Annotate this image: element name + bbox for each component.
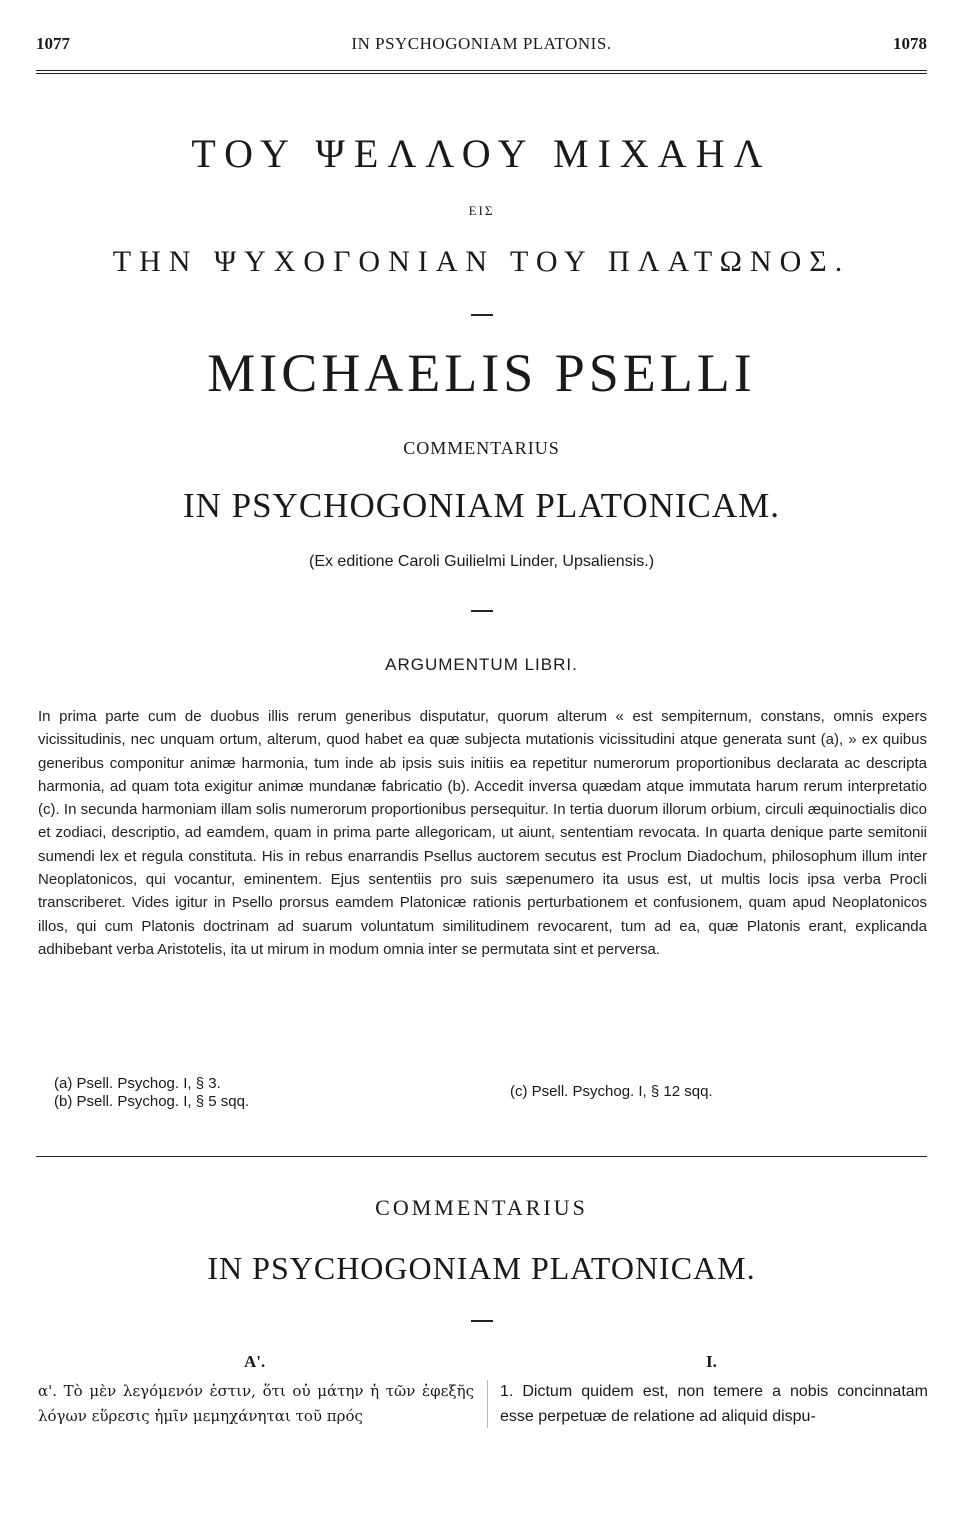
edition-note: (Ex editione Caroli Guilielmi Linder, Upsaliensis.) (308, 553, 655, 570)
greek-subtitle: ΤΗΝ ΨΥΧΟΓΟΝΙΑΝ ΤΟΥ ΠΛΑΤΩΝΟΣ. (112, 245, 851, 278)
section-rule (36, 1156, 927, 1157)
left-page-number: 1077 (36, 34, 70, 53)
latin-column-text: 1. Dictum quidem est, non temere a nobis concinnatam esse perpetuæ de relatione ad aliquid dispu- (500, 1383, 928, 1425)
argumentum-heading: ARGUMENTUM LIBRI. (385, 655, 578, 674)
argumentum-text: In prima parte cum de duobus illis rerum generibus disputatur, quorum alterum « est sempiternum, constans, omnis expers vicissitudinis, nec unquam ortum, alterum, quod habet ea quæ subjecta mutationis vicissitudini atque generata sunt (a), » ex quibus generibus componitur animæ harmonia, tum inde ab ipsis suis initiis ea repetitur numerorum proportionibus declarata ac descripta harmonia, ad quam tota exigitur animæ mundanæ fabricatio (b). Accedit inversa quædam atque immutata harum rerum interpretatio (c). In secunda harmoniam illam solis numerorum proportionibus persequitur. In tertia duorum illorum orbium, circuli æquinoctialis dico et zodiaci, descriptio, ad eamdem, quam in prima parte allegoricam, ut aiunt, sententiam revocata. In quarta denique parte semitonii sumendi lex et regula constituta. His in rebus enarrandis Psellus auctorem secutus est Proclum Diadochum, philosophum illum inter Neoplatonicos, qui vocantur, eminentem. Ejus sententiis pro suis sæpenumero ita usus est, ut multis locis ipsa verba Procli transcriberet. Vides igitur in Psello prorsus eamdem Platonicæ rationis perturbationem et confusionem, quam apud Neoplatonicos illos, qui cum Platonis doctrinam ad suarum voluntatum similitudinem revocarent, tum ad ea, quæ Platonis erant, explicanda adhibebant verba Aristotelis, ita ut mirum in modum omnia inter se permutata sint et perversa. (38, 708, 927, 958)
column-divider (487, 1380, 488, 1428)
latin-title: MICHAELIS PSELLI (207, 343, 756, 403)
footnote-c: (c) Psell. Psychog. I, § 12 sqq. (510, 1083, 713, 1100)
footnote-b: (b) Psell. Psychog. I, § 5 sqq. (54, 1093, 250, 1110)
in-psychogoniam-heading: IN PSYCHOGONIAM PLATONICAM. (182, 486, 781, 525)
footnote-a: (a) Psell. Psychog. I, § 3. (54, 1075, 221, 1092)
commentarius-heading: COMMENTARIUS (403, 438, 560, 458)
running-title: IN PSYCHOGONIAM PLATONIS. (351, 34, 612, 53)
ornamental-dash (471, 314, 493, 316)
footnotes-left (54, 1075, 249, 1111)
greek-column-text: α'. Τὸ μὲν λεγόμενόν ἐστιν, ὅτι οὐ μάτην ἡ τῶν ἐφεξῆς λόγων εὕρεσις ἡμῖν μεμηχάνηται τοῦ πρός (38, 1382, 474, 1425)
right-page-number: 1078 (893, 34, 927, 53)
ornamental-dash-2 (471, 610, 493, 612)
in-psychogoniam-heading-2: IN PSYCHOGONIAM PLATONICAM. (207, 1250, 756, 1286)
ornamental-dash-3 (471, 1320, 493, 1322)
header-rule (36, 70, 927, 74)
commentarius-heading-2: COMMENTARIUS (375, 1195, 588, 1220)
greek-title: ΤΟΥ ΨΕΛΛΟΥ ΜΙΧΑΗΛ (191, 131, 772, 176)
latin-column-heading: I. (706, 1352, 717, 1371)
running-head (36, 34, 927, 56)
greek-column-heading: Α'. (244, 1352, 266, 1371)
greek-eis: ΕΙΣ (468, 203, 495, 218)
